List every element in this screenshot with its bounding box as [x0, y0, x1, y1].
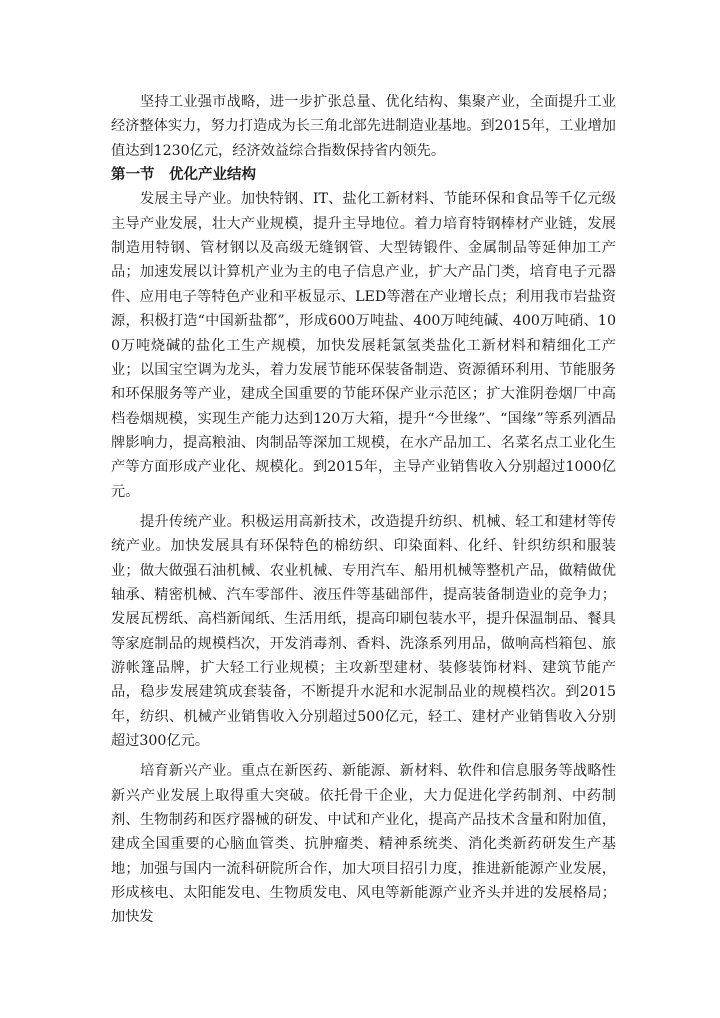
- intro-paragraph: 坚持工业强市战略，进一步扩张总量、优化结构、集聚产业，全面提升工业经济整体实力，努力打造成为长三角北部先进制造业基地。到2015年，工业增加值达到1230亿元，经济效益综合指数保持省内领先。: [111, 94, 616, 159]
- paragraph-emerging-industries: 培育新兴产业。重点在新医药、新能源、新材料、软件和信息服务等战略性新兴产业发展上取得重大突破。依托骨干企业，大力促进化学药制剂、中药制剂、生物制药和医疗器械的研发、中试和产业化，提高产品技术含量和附加值，建成全国重要的心脑血管类、抗肿瘤类、精神系统类、消化类新药研发生产基地；加强与国内一流科研院所合作，加大项目招引力度，推进新能源产业发展，形成核电、太阳能发电、生物质发电、风电等新能源产业齐头并进的发展格局；加快发: [111, 763, 616, 926]
- paragraph-traditional-industries: 提升传统产业。积极运用高新技术，改造提升纺织、机械、轻工和建材等传统产业。加快发展具有环保特色的棉纺织、印染面料、化纤、针织纺织和服装业；做大做强石油机械、农业机械、专用汽车、船用机械等整机产品，做精做优轴承、精密机械、汽车零部件、液压件等基础部件，提高装备制造业的竞争力；发展瓦楞纸、高档新闻纸、生活用纸，提高印刷包装水平，提升保温制品、餐具等家庭制品的规模档次，开发消毒剂、香料、洗涤系列用品，做响高档箱包、旅游帐篷品牌，扩大轻工行业规模；主攻新型建材、装修装饰材料、建筑节能产品，稳步发展建筑成套装备，不断提升水泥和水泥制品业的规模档次。到2015年，纺织、机械产业销售收入分别超过500亿元，轻工、建材产业销售收入分别超过300亿元。: [111, 513, 616, 749]
- section-heading: 第一节 优化产业结构: [111, 167, 256, 184]
- paragraph-leading-industries: 发展主导产业。加快特钢、IT、盐化工新材料、节能环保和食品等千亿元级主导产业发展，壮大产业规模，提升主导地位。着力培育特钢棒材产业链，发展制造用特钢、管材钢以及高级无缝钢管、大型铸锻件、金属制品等延伸加工产品；加速发展以计算机产业为主的电子信息产业，扩大产品门类，培育电子元器件、应用电子等特色产业和平板显示、LED等潜在产业增长点；利用我市岩盐资源，积极打造“中国新盐都”，形成600万吨盐、400万吨纯碱、400万吨硝、100万吨烧碱的盐化工生产规模，加快发展耗氯氢类盐化工新材料和精细化工产业；以国宝空调为龙头，着力发展节能环保装备制造、资源循环利用、节能服务和环保服务等产业，建成全国重要的节能环保产业示范区；扩大淮阴卷烟厂中高档卷烟规模，实现生产能力达到120万大箱，提升“今世缘”、“国缘”等系列酒品牌影响力，提高粮油、肉制品等深加工规模，在水产品加工、名菜名点工业化生产等方面形成产业化、规模化。到2015年，主导产业销售收入分别超过1000亿元。: [111, 191, 616, 500]
